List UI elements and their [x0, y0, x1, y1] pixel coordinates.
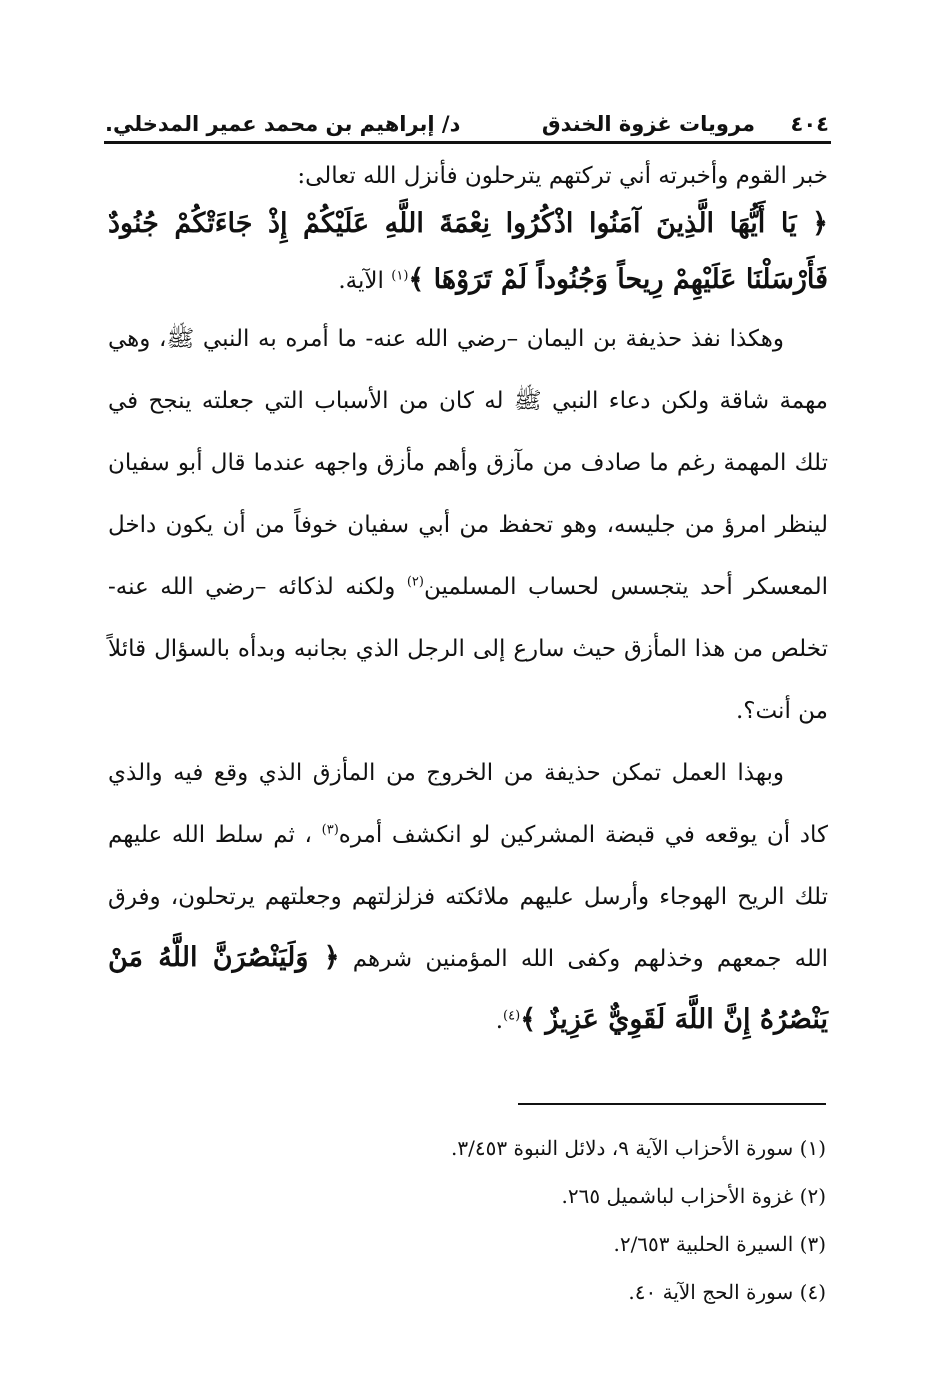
- main-text: [108, 156, 828, 1052]
- footnote-1: (١) سورة الأحزاب الآية ٩، دلائل النبوة ٣/٤٥٣.: [451, 1136, 826, 1160]
- paragraph-1-text-a: وهكذا نفذ حذيفة بن اليمان –رضي الله عنه- ما أمره به النبي ﷺ، وهي مهمة شاقة ولكن دعاء النبي ﷺ له كان من الأسباب التي جعلته ينجح في تلك المهمة رغم ما صادف من مآزق وأهم مأزق واجهه عندما قال أبو سفيان لينظر امرؤ من جليسه، وهو تحفظ من أبي سفيان خوفاً من أن يكون داخل المعسكر أحد يتجسس لحساب المسلمين: [108, 326, 828, 600]
- footnote-rule: [518, 1103, 826, 1105]
- paragraph-2-text-b: ، ثم سلط الله عليهم تلك الريح الهوجاء وأرسل عليهم ملائكته فزلزلتهم وجعلتهم يرتحلون، وفرق الله جمعهم وخذلهم وكفى الله المؤمنين شرهم: [108, 822, 828, 972]
- verse-1-tail: الآية.: [338, 268, 392, 294]
- paragraph-2: [108, 742, 828, 1052]
- verse-block-1: [108, 196, 828, 308]
- quran-verse-1: ﴿ يَا أَيُّهَا الَّذِينَ آمَنُوا اذْكُرُوا نِعْمَةَ اللَّهِ عَلَيْكُمْ إِذْ جَاءَتْكُمْ جُنُودٌ فَأَرْسَلْنَا عَلَيْهِمْ رِيحاً وَجُنُوداً لَمْ تَرَوْهَا ﴾: [108, 208, 828, 295]
- footnote-ref-1: (١): [391, 268, 409, 284]
- footnote-ref-4: (٤): [503, 1008, 521, 1024]
- footnote-ref-2: (٢): [406, 574, 424, 590]
- footnote-4: (٤) سورة الحج الآية ٤٠.: [628, 1280, 826, 1304]
- footnote-ref-3: (٣): [321, 822, 339, 838]
- footnote-3: (٣) السيرة الحلبية ٢/٦٥٣.: [613, 1232, 826, 1256]
- paragraph-1-text-b: ولكنه لذكائه –رضي الله عنه- تخلص من هذا المأزق حيث سارع إلى الرجل الذي بجانبه وبدأه بالسؤال قائلاً من أنت؟.: [108, 574, 828, 724]
- book-title: مرويات غزوة الخندق: [541, 112, 755, 136]
- footnotes: [126, 1124, 826, 1316]
- intro-line: خبر القوم وأخبرته أني تركتهم يترحلون فأنزل الله تعالى:: [297, 163, 828, 189]
- running-header: [105, 112, 829, 144]
- paragraph-1: [108, 308, 828, 742]
- quran-verse-2: ﴿ وَلَيَنْصُرَنَّ اللَّهُ مَنْ يَنْصُرُهُ إِنَّ اللَّهَ لَقَوِيٌّ عَزِيزٌ ﴾: [108, 942, 828, 1035]
- verse-2-tail: .: [495, 1008, 504, 1034]
- paragraph-2-text-a: وبهذا العمل تمكن حذيفة من الخروج من المأزق الذي وقع فيه والذي كاد أن يوقعه في قبضة المشركين لو انكشف أمره: [108, 760, 829, 848]
- page-number: ٤٠٤: [790, 112, 829, 136]
- header-rule: [104, 141, 831, 144]
- author-name: د/ إبراهيم بن محمد عمير المدخلي.: [105, 112, 461, 136]
- footnote-2: (٢) غزوة الأحزاب لباشميل ٢٦٥.: [561, 1184, 826, 1208]
